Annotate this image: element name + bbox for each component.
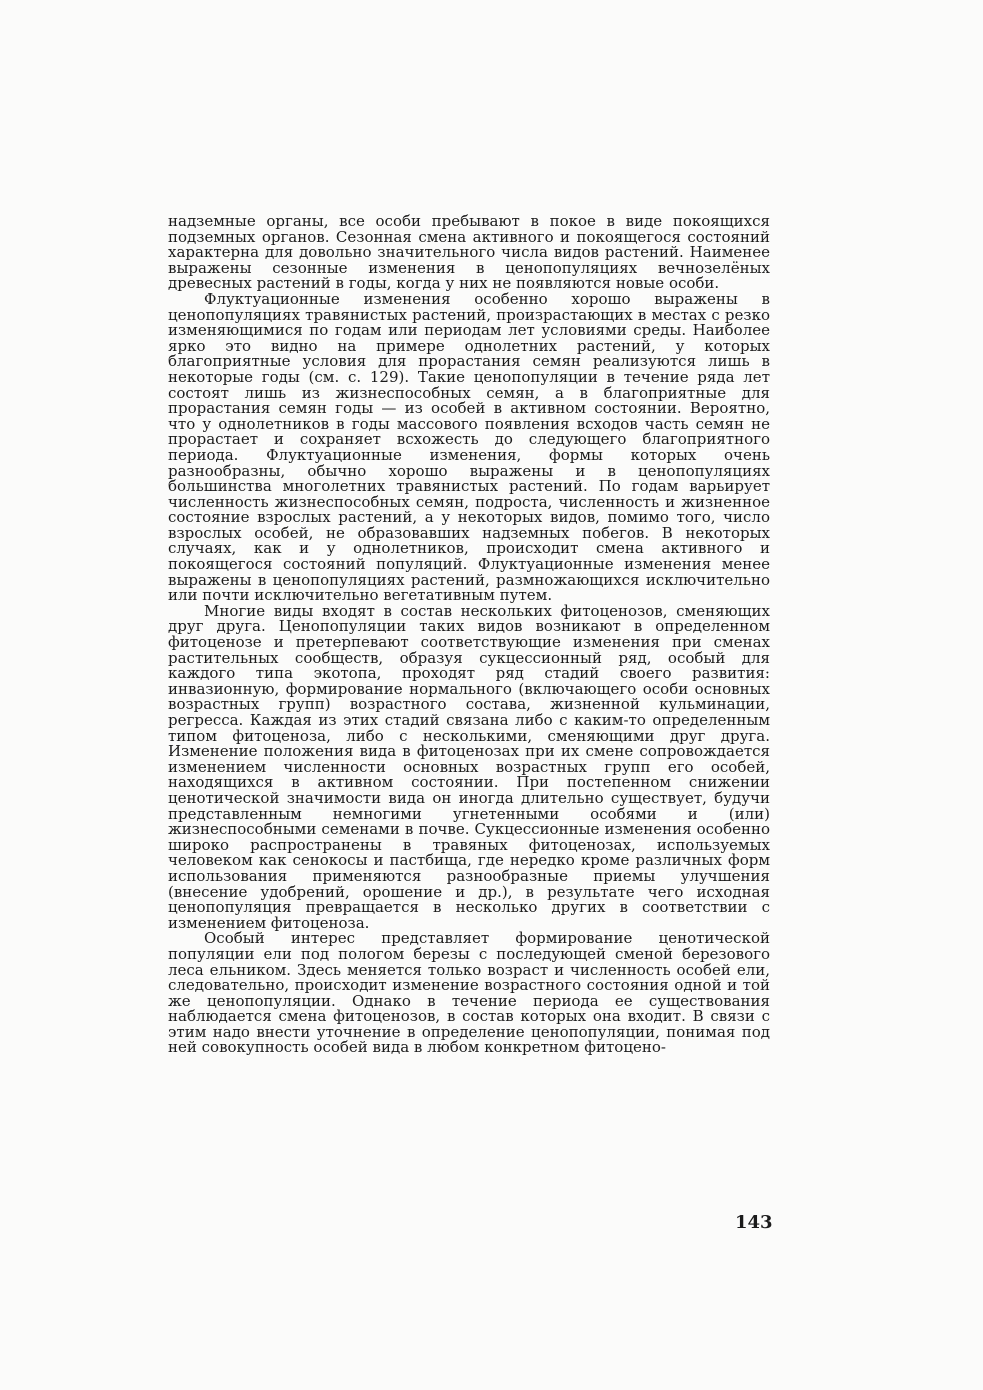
paragraph-3: Многие виды входят в состав нескольких фитоценозов, сменяющих друг друга. Ценопопуляции таких видов возникают в определенном фитоценозе и претерпевают соответствующие изменения при сменах растительных сообществ, образуя сукцессионный ряд, особый для каждого типа экотопа, проходят ряд стадий своего развития: инвазионную, формирование нормального (включающего особи основных возрастных групп) возрастного состава, жизненной кульминации, регресса. Каждая из этих стадий связана либо с каким-то определенным типом фитоценоза, либо с несколькими, сменяющими друг друга. Изменение положения вида в фитоценозах при их смене сопровождается изменением численности основных возрастных групп его особей, находящихся в активном состоянии. При постепенном снижении ценотической значимости вида он иногда длительно существует, будучи представленным немногими угнетенными особями и (или) жизнеспособными семенами в почве. Сукцессионные изменения особенно широко распространены в травяных фитоценозах, используемых человеком как сенокосы и пастбища, где нередко кроме различных форм использования применяются разнообразные приемы улучшения (внесение удобрений, орошение и др.), в результате чего исходная ценопопуляция превращается в несколько других в соответствии с изменением фитоценоза. bbox=[168, 601, 770, 932]
paragraph-1: надземные органы, все особи пребывают в покое в виде покоящихся подземных органов. Сезонная смена активного и покоящегося состояний характерна для довольно значительного числа видов растений. Наименее выражены сезонные изменения в ценопопуляциях вечнозелёных древесных растений в годы, когда у них не появляются новые особи. bbox=[168, 212, 770, 293]
body-text bbox=[168, 214, 770, 1056]
paragraph-4: Особый интерес представляет формирование ценотической популяции ели под пологом березы с последующей сменой березового леса ельником. Здесь меняется только возраст и численность особей ели, следовательно, происходит изменение возрастного состояния одной и той же ценопопуляции. Однако в течение периода ее существования наблюдается смена фитоценозов, в состав которых она входит. В связи с этим надо внести уточнение в определение ценопопуляции, понимая под ней совокупность особей вида в любом конкретном фитоцено- bbox=[168, 929, 770, 1057]
paragraph-2: Флуктуационные изменения особенно хорошо выражены в ценопопуляциях травянистых растений, произрастающих в местах с резко изменяющимися по годам или периодам лет условиями среды. Наиболее ярко это видно на примере однолетних растений, у которых благоприятные условия для прорастания семян реализуются лишь в некоторые годы (см. с. 129). Такие ценопопуляции в течение ряда лет состоят лишь из жизнеспособных семян, а в благоприятные для прорастания семян годы — из особей в активном состоянии. Вероятно, что у однолетников в годы массового появления всходов часть семян не прорастает и сохраняет всхожесть до следующего благоприятного периода. Флуктуационные изменения, формы которых очень разнообразны, обычно хорошо выражены и в ценопопуляциях большинства многолетних травянистых растений. По годам варьирует численность жизнеспособных семян, подроста, численность и жизненное состояние взрослых растений, а у некоторых видов, помимо того, число взрослых особей, не образовавших надземных побегов. В некоторых случаях, как и у однолетников, происходит смена активного и покоящегося состояний популяций. Флуктуационные изменения менее выражены в ценопопуляциях растений, размножающихся исключительно или почти исключительно вегетативным путем. bbox=[168, 289, 770, 605]
page-number: 143 bbox=[735, 1212, 773, 1233]
